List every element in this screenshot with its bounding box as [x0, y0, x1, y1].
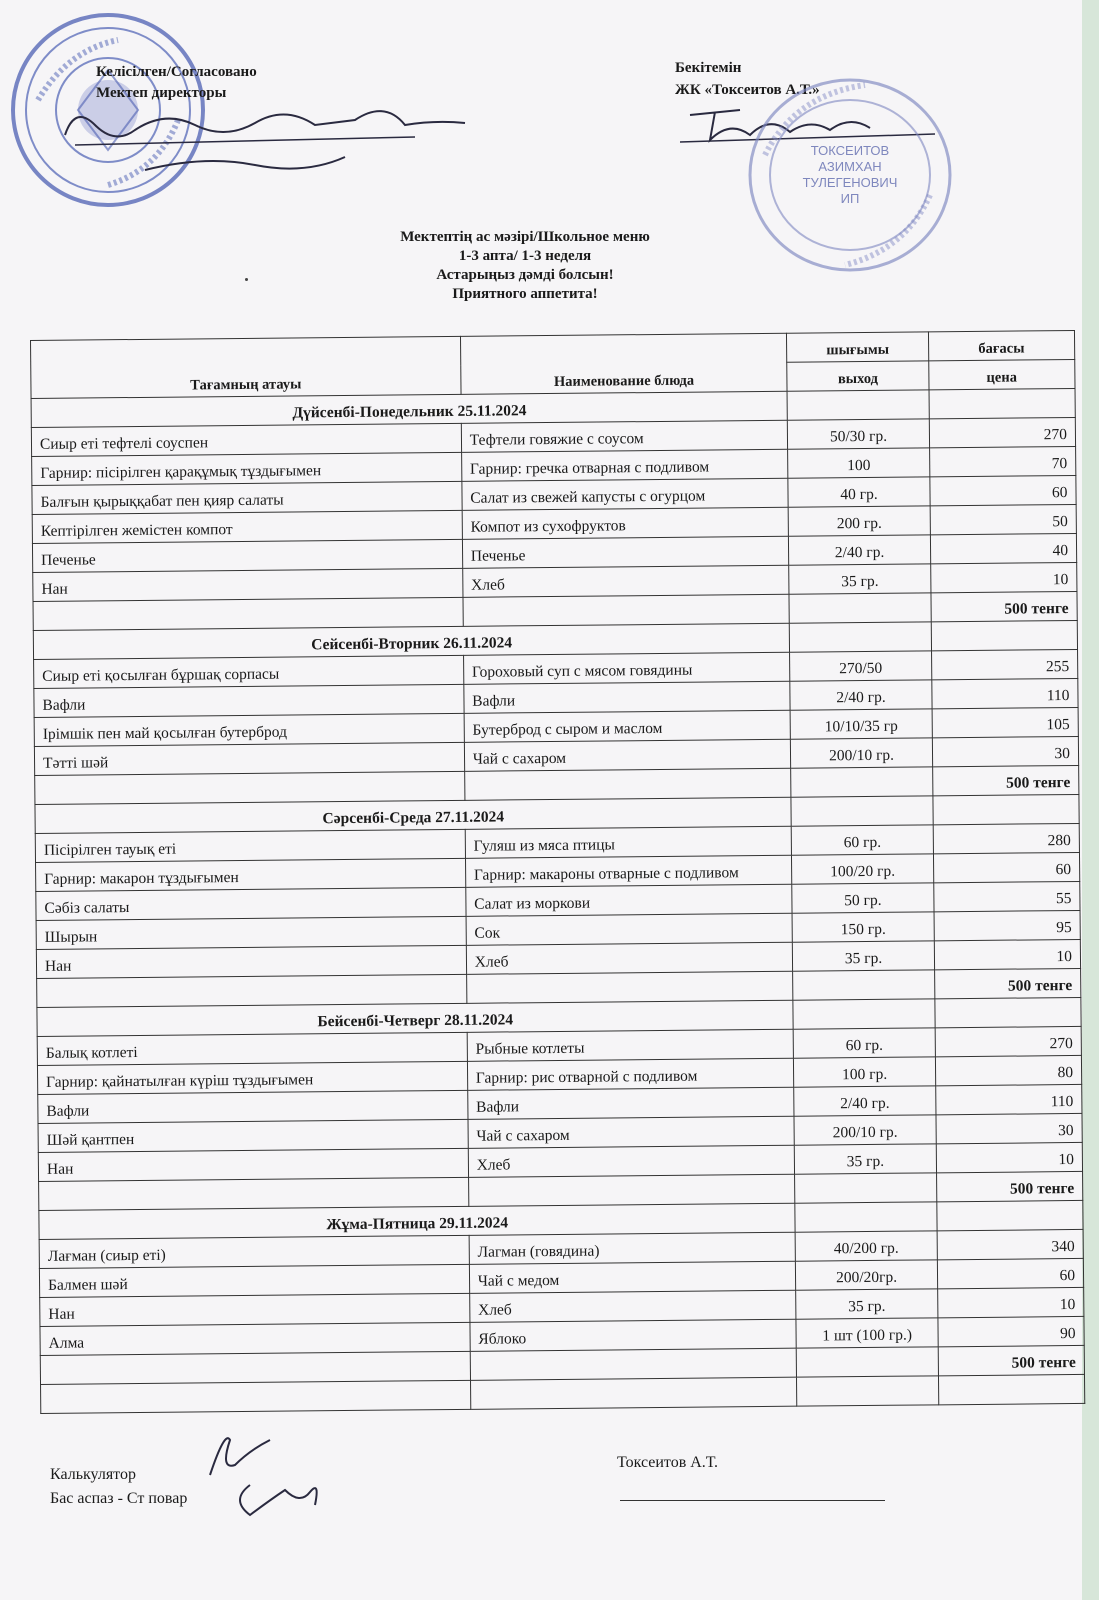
day-total: 500 тенге [936, 1171, 1083, 1201]
empty-cell [793, 970, 934, 1000]
day-title: Дүйсенбі-Понедельник 25.11.2024 [31, 391, 788, 427]
empty-cell [466, 971, 793, 1003]
empty-cell [464, 768, 791, 800]
director-label: Мектеп директоры [96, 85, 227, 101]
empty-cell [463, 594, 790, 626]
dish-name-ru: Тефтели говяжие с соусом [461, 420, 788, 452]
header-name-kz: Тағамның атауы [31, 336, 461, 398]
dish-price: 30 [932, 736, 1079, 766]
dish-name-ru: Чай с сахаром [464, 739, 791, 771]
empty-cell [790, 622, 931, 652]
empty-cell [938, 1374, 1085, 1404]
empty-cell [795, 1173, 936, 1203]
dish-price: 270 [929, 417, 1076, 447]
dish-price: 110 [935, 1084, 1082, 1114]
dish-price: 90 [938, 1316, 1085, 1346]
dish-price: 105 [932, 707, 1079, 737]
dish-output: 150 гр. [792, 912, 933, 942]
day-total: 500 тенге [934, 968, 1081, 998]
dish-output: 200/20гр. [796, 1260, 937, 1290]
empty-cell [793, 999, 934, 1029]
dish-name-ru: Гарнир: рис отварной с подливом [467, 1058, 794, 1090]
dish-name-ru: Гарнир: макароны отварные с подливом [465, 855, 792, 887]
chef-label: Бас аспаз - Ст повар [50, 1490, 188, 1507]
dish-output: 50/30 гр. [788, 419, 929, 449]
header-output-ru: выход [787, 361, 928, 391]
dish-name-kz: Гарнир: макарон тұздығымен [36, 858, 466, 891]
title-line-4: Приятного аппетита! [452, 286, 598, 302]
empty-cell [929, 388, 1076, 418]
dish-price: 10 [936, 1142, 1083, 1172]
day-title: Сейсенбі-Вторник 26.11.2024 [33, 623, 790, 659]
dish-output: 100/20 гр. [792, 854, 933, 884]
entrepreneur-label: ЖК «Токсеитов А.Т.» [675, 82, 820, 98]
stamp-line-3: ТУЛЕГЕНОВИЧ [802, 175, 898, 190]
agreed-label: Келісілген/Согласовано [96, 64, 257, 80]
calculator-label: Калькулятор [50, 1466, 136, 1483]
header-output-kz: шығымы [787, 332, 928, 362]
dish-name-ru: Бутерброд с сыром и маслом [464, 710, 791, 742]
title-line-1: Мектептің ас мәзірі/Школьное меню [400, 229, 650, 245]
dish-output: 100 гр. [794, 1057, 935, 1087]
dish-price: 340 [937, 1229, 1084, 1259]
menu-title [320, 228, 730, 304]
footer-left [50, 1463, 187, 1511]
dish-name-ru: Лагман (говядина) [469, 1232, 796, 1264]
dish-name-ru: Хлеб [469, 1290, 796, 1322]
footer-right-name: Токсеитов А.Т. [617, 1454, 718, 1471]
signature-line [620, 1500, 885, 1501]
dish-price: 110 [931, 678, 1078, 708]
dish-price: 60 [933, 852, 1080, 882]
header-price-ru: цена [928, 359, 1075, 389]
paper-speck [245, 278, 248, 281]
dish-name-ru: Чай с сахаром [468, 1116, 795, 1148]
dish-name-ru: Гуляш из мяса птицы [465, 826, 792, 858]
dish-name-kz: Балық котлеті [37, 1032, 467, 1065]
dish-price: 280 [933, 823, 1080, 853]
dish-output: 2/40 гр. [790, 680, 931, 710]
dish-price: 10 [930, 562, 1077, 592]
dish-name-kz: Гарнир: пісірілген қарақұмық тұздығымен [32, 452, 462, 485]
empty-cell [795, 1202, 936, 1232]
dish-name-kz: Шырын [36, 916, 466, 949]
dish-name-ru: Сок [466, 913, 793, 945]
dish-name-ru: Компот из сухофруктов [462, 507, 789, 539]
dish-name-kz: Балғын қырыққабат пен қияр салаты [32, 481, 462, 514]
dish-output: 270/50 [790, 651, 931, 681]
director-signature [55, 95, 485, 185]
dish-output: 40 гр. [788, 477, 929, 507]
entrepreneur-stamp [745, 75, 955, 275]
empty-cell [470, 1377, 797, 1409]
dish-output: 100 [788, 448, 929, 478]
dish-name-kz: Ірімшік пен май қосылған бутерброд [34, 713, 464, 746]
dish-price: 255 [931, 649, 1078, 679]
header-price-kz: бағасы [928, 330, 1075, 360]
dish-name-ru: Хлеб [466, 942, 793, 974]
dish-price: 30 [936, 1113, 1083, 1143]
dish-name-kz: Сәбіз салаты [36, 887, 466, 920]
dish-output: 35 гр. [795, 1144, 936, 1174]
empty-cell [35, 771, 465, 804]
title-line-2: 1-3 апта/ 1-3 неделя [458, 248, 592, 264]
dish-price: 70 [929, 446, 1076, 476]
dish-name-kz: Шәй қантпен [38, 1119, 468, 1152]
dish-output: 200/10 гр. [791, 738, 932, 768]
empty-cell [787, 390, 928, 420]
dish-price: 10 [937, 1287, 1084, 1317]
dish-name-ru: Хлеб [462, 565, 789, 597]
dish-name-kz: Нан [38, 1148, 468, 1181]
dish-name-ru: Яблоко [470, 1319, 797, 1351]
dish-price: 50 [930, 504, 1077, 534]
dish-output: 2/40 гр. [789, 535, 930, 565]
dish-output: 50 гр. [792, 883, 933, 913]
dish-name-ru: Вафли [464, 681, 791, 713]
dish-price: 10 [934, 939, 1081, 969]
dish-name-kz: Балмен шәй [39, 1264, 469, 1297]
dish-name-ru: Печенье [462, 536, 789, 568]
dish-output: 60 гр. [794, 1028, 935, 1058]
empty-cell [470, 1348, 797, 1380]
header-name-ru: Наименование блюда [460, 333, 787, 394]
dish-output: 35 гр. [796, 1289, 937, 1319]
dish-name-kz: Лағман (сиыр еті) [39, 1235, 469, 1268]
dish-name-kz: Нан [36, 945, 466, 978]
dish-name-kz: Пісірілген тауық еті [35, 829, 465, 862]
empty-cell [931, 620, 1078, 650]
stamp-line-1: ТОКСЕИТОВ [810, 143, 890, 158]
empty-cell [797, 1376, 938, 1406]
empty-cell [791, 767, 932, 797]
dish-output: 200/10 гр. [794, 1115, 935, 1145]
dish-name-kz: Вафли [38, 1090, 468, 1123]
dish-name-ru: Гороховый суп с мясом говядины [463, 652, 790, 684]
menu-body [31, 388, 1085, 1413]
day-title: Жұма-Пятница 29.11.2024 [39, 1203, 796, 1239]
dish-price: 55 [933, 881, 1080, 911]
empty-cell [789, 593, 930, 623]
dish-name-kz: Печенье [32, 539, 462, 572]
dish-name-kz: Сиыр еті тефтелі соуспен [31, 423, 461, 456]
dish-name-kz: Сиыр еті қосылған бұршақ сорпасы [34, 655, 464, 688]
title-line-3: Астарыңыз дәмді болсын! [436, 267, 614, 283]
dish-output: 1 шт (100 гр.) [796, 1318, 937, 1348]
stamp-line-2: АЗИМХАН [818, 159, 882, 174]
dish-name-kz: Гарнир: қайнатылған күріш тұздығымен [37, 1061, 467, 1094]
dish-price: 80 [935, 1055, 1082, 1085]
dish-name-kz: Нан [40, 1293, 470, 1326]
empty-cell [933, 794, 1080, 824]
empty-cell [39, 1177, 469, 1210]
stamp-line-4: ИП [840, 191, 860, 206]
dish-output: 35 гр. [793, 941, 934, 971]
empty-cell [468, 1174, 795, 1206]
day-title: Сәрсенбі-Среда 27.11.2024 [35, 797, 792, 833]
day-total: 500 тенге [932, 765, 1079, 795]
dish-name-ru: Хлеб [468, 1145, 795, 1177]
dish-name-ru: Чай с медом [469, 1261, 796, 1293]
empty-cell [934, 997, 1081, 1027]
empty-cell [37, 974, 467, 1007]
empty-cell [33, 597, 463, 630]
dish-output: 35 гр. [789, 564, 930, 594]
day-total: 500 тенге [931, 591, 1078, 621]
empty-cell [936, 1200, 1083, 1230]
dish-output: 2/40 гр. [794, 1086, 935, 1116]
dish-output: 60 гр. [792, 825, 933, 855]
dish-output: 10/10/35 гр [791, 709, 932, 739]
empty-cell [40, 1351, 470, 1384]
dish-price: 40 [930, 533, 1077, 563]
dish-name-ru: Рыбные котлеты [467, 1029, 794, 1061]
dish-name-ru: Вафли [467, 1087, 794, 1119]
menu-table [30, 330, 1085, 1414]
dish-output: 40/200 гр. [796, 1231, 937, 1261]
day-title: Бейсенбі-Четверг 28.11.2024 [37, 1000, 794, 1036]
dish-name-kz: Нан [33, 568, 463, 601]
dish-price: 60 [929, 475, 1076, 505]
empty-cell [41, 1380, 471, 1413]
dish-name-kz: Тәтті шәй [34, 742, 464, 775]
dish-price: 60 [937, 1258, 1084, 1288]
dish-name-ru: Салат из свежей капусты с огурцом [462, 478, 789, 510]
dish-price: 95 [934, 910, 1081, 940]
dish-name-kz: Вафли [34, 684, 464, 717]
dish-name-kz: Кептірілген жемістен компот [32, 510, 462, 543]
dish-output: 200 гр. [789, 506, 930, 536]
dish-name-ru: Гарнир: гречка отварная с подливом [461, 449, 788, 481]
dish-name-ru: Салат из моркови [466, 884, 793, 916]
chef-signature [190, 1420, 340, 1530]
empty-cell [797, 1347, 938, 1377]
day-total: 500 тенге [938, 1345, 1085, 1375]
approve-label: Бекітемін [675, 60, 742, 76]
dish-name-kz: Алма [40, 1322, 470, 1355]
empty-cell [791, 796, 932, 826]
dish-price: 270 [935, 1026, 1082, 1056]
